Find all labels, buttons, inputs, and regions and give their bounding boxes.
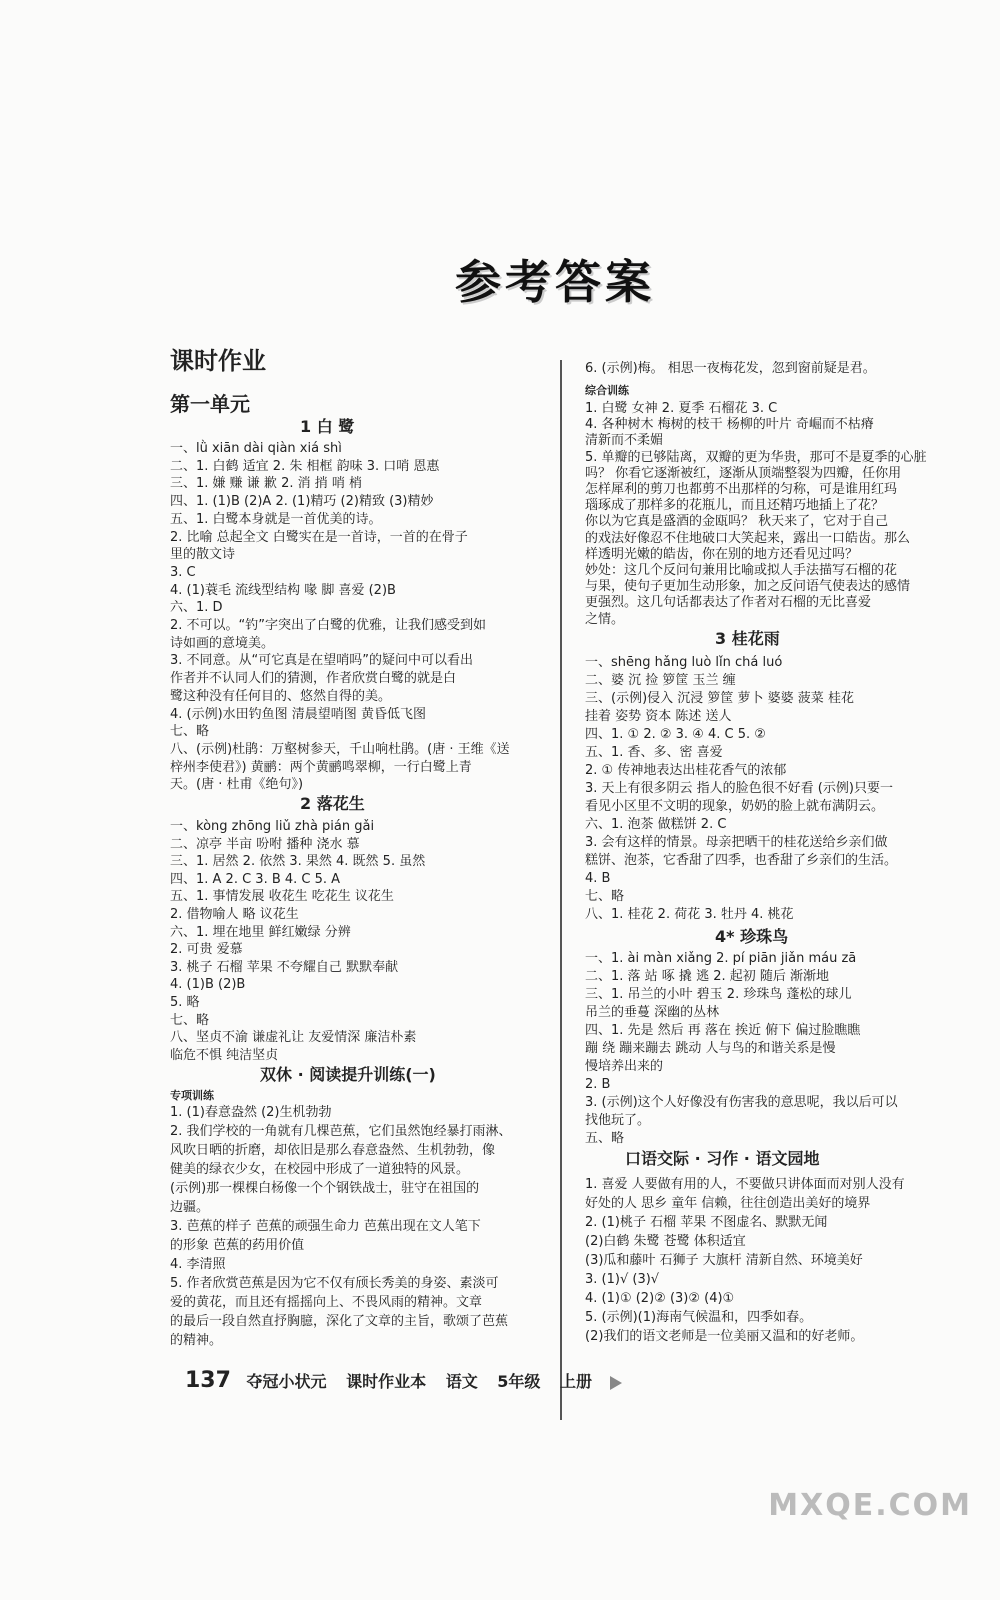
answer-line: 2. ① 传神地表达出桂花香气的浓郁 — [585, 763, 787, 778]
combo-label: 综合训练 — [585, 384, 629, 397]
answer-line: 二、婆 沉 捡 箩筐 玉兰 缠 — [585, 673, 736, 688]
answer-line: 2. 我们学校的一角就有几棵芭蕉，它们虽然饱经暴打雨淋、 — [170, 1124, 512, 1139]
section-heading: 课时作业 — [170, 347, 266, 375]
answer-line: 健美的绿衣少女，在校园中形成了一道独特的风景。 — [170, 1162, 470, 1177]
answer-line: 3. 天上有很多阴云 指人的脸色很不好看 (示例)只要一 — [585, 781, 893, 796]
answer-line: 吗？ 你看它逐渐被红，逐渐从顶端整裂为四瓣，任你用 — [585, 465, 902, 481]
answer-line: (示例)那一棵棵白杨像一个个钢铁战士，驻守在祖国的 — [170, 1181, 480, 1196]
answer-line: 清新而不柔媚 — [585, 433, 664, 449]
subject: 语文 — [445, 1372, 478, 1391]
answer-line: 三、1. 吊兰的小叶 碧玉 2. 珍珠鸟 蓬松的球儿 — [585, 987, 852, 1002]
grade: 5年级 — [497, 1372, 541, 1391]
answer-line: 作者并不认同人们的猜测，作者欣赏白鹭的就是白 — [170, 671, 457, 687]
answer-line: 与果，使句子更加生动形象，加之反问语气使表达的感情 — [585, 579, 911, 595]
answer-line: 边疆。 — [170, 1200, 210, 1215]
answer-line: 三、(示例)侵入 沉浸 箩筐 萝卜 婆婆 菠菜 桂花 — [585, 691, 854, 706]
answer-line: 糕饼、泡茶，它香甜了四季，也香甜了乡亲们的生活。 — [585, 853, 898, 868]
answer-line: 4. 李清照 — [170, 1257, 226, 1272]
answer-line: 怎样犀利的剪刀也都剪不出那样的匀称，可是谁用红玛 — [585, 482, 898, 497]
answer-line: 5. 作者欣赏芭蕉是因为它不仅有颀长秀美的身姿、素淡可 — [170, 1276, 499, 1291]
answer-line: 四、1. ① 2. ② 3. ④ 4. C 5. ② — [585, 727, 766, 742]
answer-line: 瑙琢成了那样多的花瓶儿，而且还精巧地插上了花？ — [585, 498, 885, 514]
answer-line: 的戏法好像忍不住地破口大笑起来，露出一口皓齿。那么 — [585, 530, 911, 546]
answer-line: 1. (1)春意盎然 (2)生机勃勃 — [170, 1105, 332, 1120]
answer-line: 二、凉亭 半亩 吩咐 播种 浇水 慕 — [170, 836, 360, 852]
special-label: 专项训练 — [170, 1089, 214, 1102]
answer-line: 五、略 — [585, 1131, 625, 1146]
answer-line: 一、1. ài màn xiǎng 2. pí piān jiǎn máu zā — [585, 951, 857, 966]
answer-line: 三、1. 嫌 赚 谦 歉 2. 消 捎 哨 梢 — [170, 476, 362, 492]
answer-line: 找他玩了。 — [585, 1113, 651, 1128]
answer-line: 二、1. 白鹤 适宜 2. 朱 相框 韵味 3. 口哨 恩惠 — [170, 458, 440, 474]
watermark: MXQE.COM — [768, 1488, 972, 1523]
answer-line: 六、1. 泡茶 做糕饼 2. C — [585, 817, 727, 832]
answer-line: 3. C — [170, 564, 196, 580]
answer-line: (3)瓜和藤叶 石狮子 大旗杆 清新自然、环境美好 — [585, 1253, 863, 1268]
answer-line: 八、坚贞不渝 谦虚礼让 友爱情深 廉洁朴素 — [170, 1030, 417, 1046]
answer-line: 四、1. A 2. C 3. B 4. C 5. A — [170, 871, 341, 887]
answer-line: 4. (1)① (2)② (3)② (4)① — [585, 1291, 735, 1306]
answer-line: 蹦 绕 蹦来蹦去 跳动 人与鸟的和谐关系是慢 — [585, 1041, 836, 1056]
answer-line: 风吹日晒的折磨，却依旧是那么春意盎然、生机勃勃，像 — [170, 1143, 496, 1158]
answer-line: 鹭这种没有任何目的、悠然自得的美。 — [170, 688, 392, 704]
answer-line: 3. 不同意。从“可它真是在望哨吗”的疑问中可以看出 — [170, 653, 474, 669]
lesson2-title: 2 落花生 — [300, 794, 365, 813]
answer-line: 2. (1)桃子 石榴 苹果 不图虚名、默默无闻 — [585, 1215, 828, 1230]
answer-line: 3. 芭蕉的样子 芭蕉的顽强生命力 芭蕉出现在文人笔下 — [170, 1219, 481, 1234]
lesson3-title: 3 桂花雨 — [715, 629, 780, 648]
page-title: 参考答案 — [455, 255, 655, 309]
answer-line: (2)白鹤 朱鹭 苍鹭 体积适宜 — [585, 1234, 746, 1249]
answer-line: 六、1. D — [170, 600, 223, 616]
unit-heading: 第一单元 — [170, 392, 250, 416]
answer-line: 2. 借物喻人 略 议花生 — [170, 907, 299, 922]
page-footer — [185, 1368, 622, 1393]
answer-line: 的形象 芭蕉的药用价值 — [170, 1238, 305, 1253]
answer-line: 看见小区里不文明的现象，奶奶的脸上就布满阴云。 — [585, 799, 885, 814]
page-number: 137 — [185, 1368, 231, 1393]
answer-line: 四、1. (1)B (2)A 2. (1)精巧 (2)精致 (3)精妙 — [170, 494, 434, 510]
answer-line: 样透明光嫩的皓齿，你在别的地方还看见过吗？ — [585, 546, 859, 562]
answer-line: 一、lǜ xiān dài qiàn xiá shì — [170, 441, 342, 456]
answer-line: 六、1. 埋在地里 鲜红嫩绿 分辨 — [170, 924, 351, 940]
answer-line: 吊兰的垂蔓 深幽的丛林 — [585, 1005, 720, 1020]
answer-line: 2. 比喻 总起全文 白鹭实在是一首诗，一首的在骨子 — [170, 529, 468, 545]
answer-line: 2. 不可以。“钓”字突出了白鹭的优雅，让我们感受到如 — [170, 618, 487, 633]
answer-line: 五、1. 事情发展 收花生 吃花生 议花生 — [170, 889, 394, 905]
answer-line: 4. 各种树木 梅树的枝干 杨柳的叶片 奇崛而不枯瘠 — [585, 417, 874, 433]
brand-name: 夺冠小状元 — [246, 1372, 327, 1391]
answer-line: 八、1. 桂花 2. 荷花 3. 牡丹 4. 桃花 — [585, 907, 794, 922]
answer-line: 2. 可贵 爱慕 — [170, 942, 243, 958]
answer-line: 七、略 — [170, 1012, 210, 1028]
answer-line: 七、略 — [170, 724, 210, 740]
answer-line: 临危不惧 纯洁坚贞 — [170, 1047, 279, 1063]
answer-line: (2)我们的语文老师是一位美丽又温和的好老师。 — [585, 1329, 864, 1344]
arrow-right-icon — [610, 1376, 622, 1390]
answer-line: 天。(唐 · 杜甫《绝句》) — [170, 777, 304, 793]
answer-line: 1. 白鹭 女神 2. 夏季 石榴花 3. C — [585, 401, 778, 416]
answer-line: 妙处：这几个反问句兼用比喻或拟人手法描写石榴的花 — [585, 563, 898, 578]
answer-line: 3. (示例)这个人好像没有伤害我的意思呢，我以后可以 — [585, 1095, 898, 1110]
column-divider — [560, 360, 562, 1420]
answer-line: 5. (示例)(1)海南气候温和，四季如春。 — [585, 1310, 813, 1325]
answer-line: 6. (示例)梅。 相思一夜梅花发，忽到窗前疑是君。 — [585, 361, 876, 376]
answer-line: 之情。 — [585, 611, 625, 627]
answer-line: 的精神。 — [170, 1333, 223, 1348]
answer-line: 五、1. 香、多、密 喜爱 — [585, 745, 723, 760]
lesson1-title: 1 白 鹭 — [300, 417, 355, 436]
answer-line: 爱的黄花，而且还有摇摇向上、不畏风雨的精神。文章 — [170, 1295, 483, 1310]
book-name: 课时作业本 — [346, 1372, 427, 1391]
answer-line: 二、1. 落 站 啄 撬 逃 2. 起初 随后 渐渐地 — [585, 969, 829, 984]
answer-line: 一、shēng hǎng luò lǐn chá luó — [585, 655, 783, 670]
answer-line: 3. 会有这样的情景。母亲把晒干的桂花送给乡亲们做 — [585, 835, 888, 850]
reading-title: 双休 · 阅读提升训练(一) — [260, 1065, 436, 1084]
volume: 上册 — [560, 1372, 593, 1391]
answer-line: 里的散文诗 — [170, 547, 236, 563]
answer-line: 的最后一段自然直抒胸臆，深化了文章的主旨，歌颂了芭蕉 — [170, 1314, 509, 1329]
answer-line: 3. 桃子 石榴 苹果 不夸耀自己 默默奉献 — [170, 959, 399, 975]
answer-line: 4. (1)蓑毛 流线型结构 喙 脚 喜爱 (2)B — [170, 582, 396, 598]
answer-line: 5. 略 — [170, 995, 200, 1010]
oral-title: 口语交际 · 习作 · 语文园地 — [625, 1149, 820, 1168]
answer-line: 慢培养出来的 — [585, 1059, 664, 1074]
lesson4-title: 4* 珍珠鸟 — [715, 927, 789, 946]
answer-line: 七、略 — [585, 889, 625, 904]
answer-line: 4. B — [585, 871, 611, 886]
answer-line: 更强烈。这几句话都表达了作者对石榴的无比喜爱 — [585, 595, 872, 611]
answer-line: 4. (示例)水田钓鱼图 清晨望哨图 黄昏低飞图 — [170, 706, 426, 722]
answer-line: 四、1. 先是 然后 再 落在 挨近 俯下 偏过脸瞧瞧 — [585, 1023, 861, 1038]
answer-line: 梓州李使君》) 黄鹂：两个黄鹂鸣翠柳，一行白鹭上青 — [170, 759, 472, 775]
answer-line: 三、1. 居然 2. 依然 3. 果然 4. 既然 5. 虽然 — [170, 854, 426, 870]
answer-line: 好处的人 思乡 童年 信赖，往往创造出美好的境界 — [585, 1196, 871, 1211]
answer-line: 诗如画的意境美。 — [170, 635, 275, 651]
answer-line: 2. B — [585, 1077, 611, 1092]
answer-line: 1. 喜爱 人要做有用的人，不要做只讲体面而对别人没有 — [585, 1177, 905, 1192]
answer-line: 5. 单瓣的已够陆离，双瓣的更为华贵，那可不是夏季的心脏 — [585, 449, 927, 465]
answer-line: 挂着 姿势 资本 陈述 送人 — [585, 709, 732, 724]
answer-line: 3. (1)√ (3)√ — [585, 1272, 660, 1287]
answer-line: 五、1. 白鹭本身就是一首优美的诗。 — [170, 511, 382, 527]
answer-line: 八、(示例)杜鹃：万壑树参天，千山响杜鹃。(唐 · 王维《送 — [170, 741, 510, 757]
answer-line: 4. (1)B (2)B — [170, 977, 246, 993]
answer-line: 你以为它真是盛酒的金瓯吗？ 秋天来了，它对于自己 — [585, 514, 889, 530]
answer-line: 一、kòng zhōng liǔ zhà pián gǎi — [170, 819, 375, 834]
